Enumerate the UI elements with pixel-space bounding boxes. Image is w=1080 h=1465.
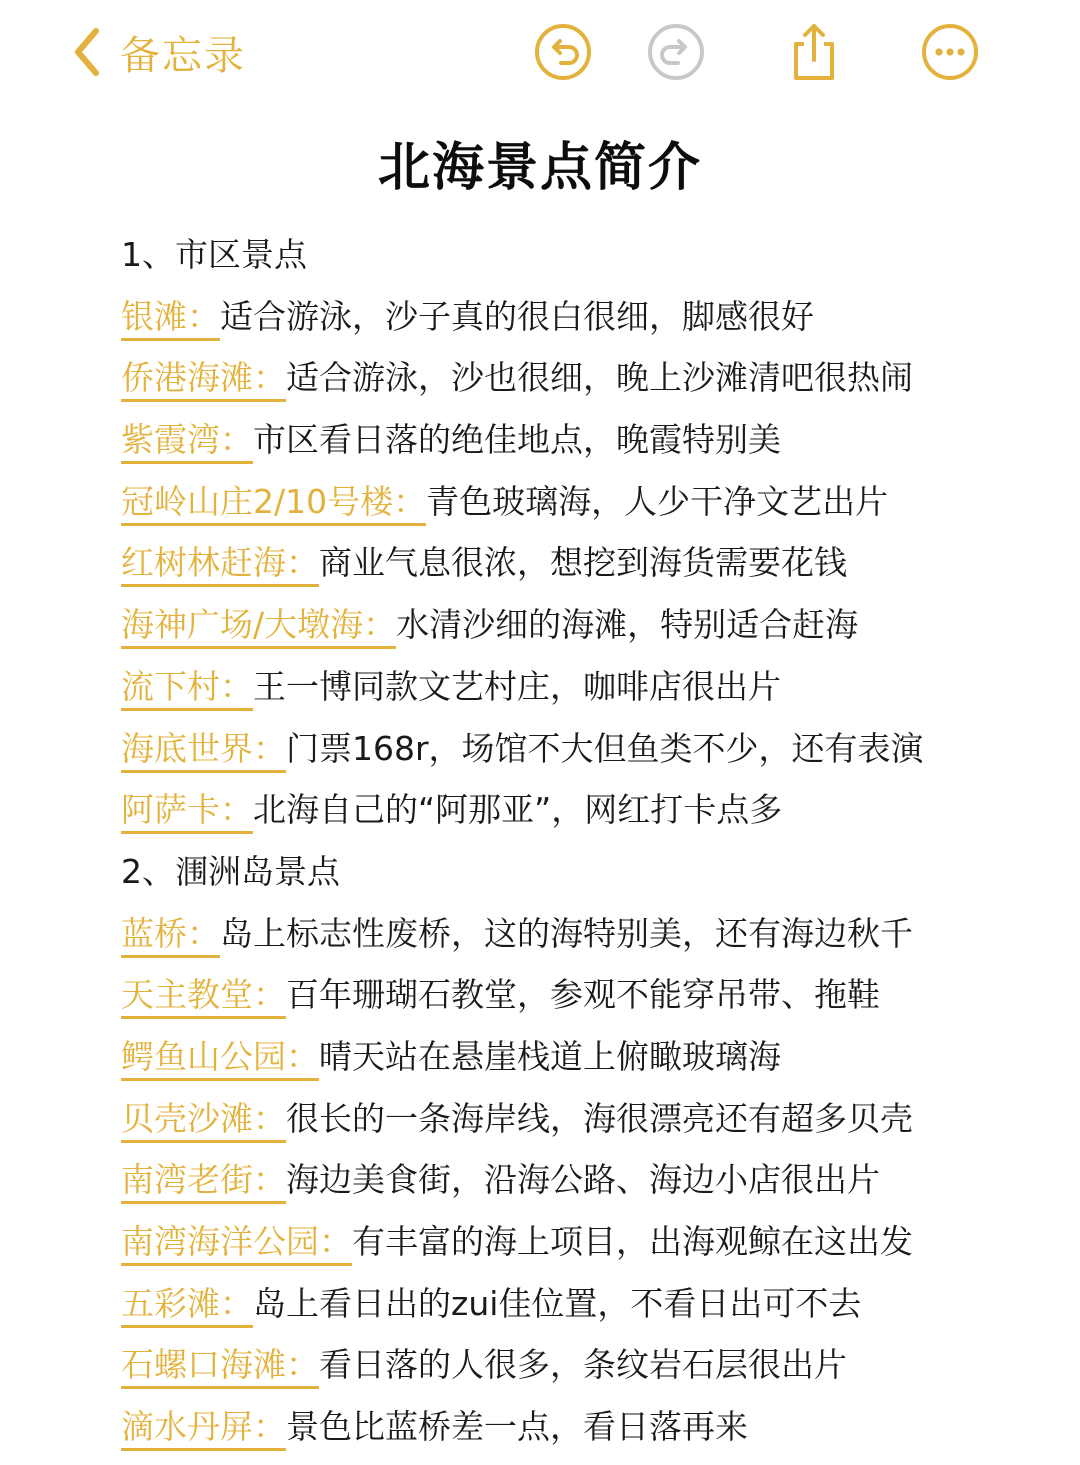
spot-desc: 很长的一条海岸线，海很漂亮还有超多贝壳 <box>286 1098 913 1138</box>
spot-name[interactable]: 南湾老街： <box>121 1160 286 1204</box>
spot-desc: 市区看日落的绝佳地点，晚霞特别美 <box>253 420 781 460</box>
list-item <box>121 1396 1021 1458</box>
back-button[interactable] <box>72 20 246 84</box>
list-item <box>121 903 1021 965</box>
list-item <box>121 532 1021 594</box>
spot-name[interactable]: 贝壳沙滩： <box>121 1099 286 1143</box>
list-item <box>121 656 1021 718</box>
spot-desc: 景色比蓝桥差一点，看日落再来 <box>286 1407 748 1447</box>
spot-desc: 看日落的人很多，条纹岩石层很出片 <box>319 1345 847 1385</box>
spot-desc: 适合游泳，沙子真的很白很细，脚感很好 <box>220 296 814 336</box>
list-item <box>121 471 1021 533</box>
share-button[interactable] <box>784 22 844 82</box>
undo-button[interactable] <box>533 22 593 82</box>
spot-name[interactable]: 海神广场/大墩海： <box>121 605 396 649</box>
section-heading: 2、涠洲岛景点 <box>121 851 340 891</box>
spot-desc: 北海自己的“阿那亚”，网红打卡点多 <box>253 790 783 830</box>
spot-desc: 王一博同款文艺村庄，咖啡店很出片 <box>253 666 781 706</box>
spot-name[interactable]: 天主教堂： <box>121 975 286 1019</box>
list-item <box>121 1273 1021 1335</box>
undo-icon <box>533 22 593 82</box>
spot-desc: 门票168r，场馆不大但鱼类不少，还有表演 <box>286 728 924 768</box>
spot-name[interactable]: 五彩滩： <box>121 1284 253 1328</box>
section-heading: 1、市区景点 <box>121 235 307 274</box>
list-item <box>121 1088 1021 1150</box>
spot-name[interactable]: 银滩： <box>121 297 220 341</box>
more-icon <box>920 22 980 82</box>
spot-desc: 岛上标志性废桥，这的海特别美，还有海边秋千 <box>220 913 913 953</box>
spot-desc: 适合游泳，沙也很细，晚上沙滩清吧很热闹 <box>286 358 913 398</box>
spot-name[interactable]: 流下村： <box>121 667 253 711</box>
list-item <box>121 718 1021 780</box>
spot-name[interactable]: 紫霞湾： <box>121 420 253 464</box>
spot-name[interactable]: 鳄鱼山公园： <box>121 1037 319 1081</box>
list-item <box>121 409 1021 471</box>
spot-name[interactable]: 南湾海洋公园： <box>121 1222 352 1266</box>
list-item <box>121 1149 1021 1211</box>
spot-name[interactable]: 蓝桥： <box>121 914 220 958</box>
spot-name[interactable]: 阿萨卡： <box>121 790 253 834</box>
redo-button[interactable] <box>646 22 706 82</box>
spot-desc: 百年珊瑚石教堂，参观不能穿吊带、拖鞋 <box>286 975 880 1015</box>
spot-name[interactable]: 海底世界： <box>121 729 286 773</box>
spot-name[interactable]: 侨港海滩： <box>121 358 286 402</box>
spot-desc: 海边美食街，沿海公路、海边小店很出片 <box>286 1160 880 1200</box>
list-item <box>121 779 1021 841</box>
chevron-left-icon <box>72 27 102 77</box>
spot-name[interactable]: 冠岭山庄2/10号楼： <box>121 482 426 526</box>
list-item <box>121 286 1021 348</box>
redo-icon <box>646 22 706 82</box>
spot-desc: 晴天站在悬崖栈道上俯瞰玻璃海 <box>319 1036 781 1076</box>
spot-desc: 水清沙细的海滩，特别适合赶海 <box>396 605 859 645</box>
list-item <box>121 964 1021 1026</box>
more-button[interactable] <box>920 22 980 82</box>
spot-desc: 有丰富的海上项目，出海观鲸在这出发 <box>352 1222 913 1261</box>
list-item <box>121 1211 1021 1273</box>
share-icon <box>784 22 844 82</box>
note-body[interactable] <box>121 224 1021 1458</box>
spot-name[interactable]: 石螺口海滩： <box>121 1345 319 1389</box>
note-title: 北海景点简介 <box>377 138 702 198</box>
spot-name[interactable]: 红树林赶海： <box>121 543 319 587</box>
spot-desc: 商业气息很浓，想挖到海货需要花钱 <box>319 543 847 583</box>
list-item <box>121 1334 1021 1396</box>
list-item <box>121 594 1021 656</box>
spot-desc: 青色玻璃海，人少干净文艺出片 <box>426 481 889 521</box>
spot-name[interactable]: 滴水丹屏： <box>121 1407 286 1451</box>
back-label: 备忘录 <box>120 32 246 79</box>
spot-desc: 岛上看日出的zui佳位置，不看日出可不去 <box>253 1283 862 1323</box>
list-item <box>121 1026 1021 1088</box>
list-item <box>121 347 1021 409</box>
toolbar <box>0 0 1080 105</box>
